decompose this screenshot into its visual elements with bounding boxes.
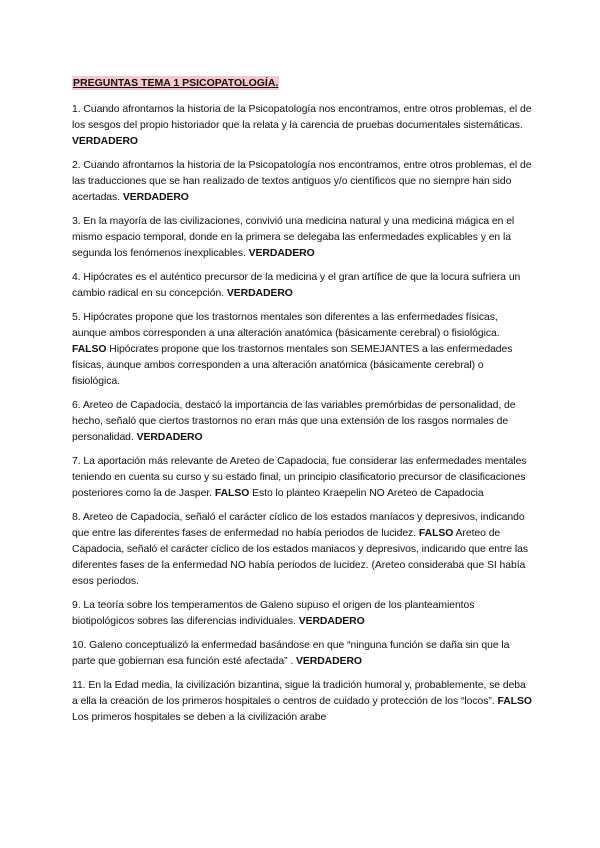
answer-verdict: VERDADERO — [136, 432, 203, 443]
question-text: 9. La teoría sobre los temperamentos de Galeno supuso el origen de los planteamientos biotipológicos sobres las diferencias individuales. — [72, 600, 475, 627]
question-text: 11. En la Edad media, la civilización bizantina, sigue la tradición humoral y, probablemente, se deba a ella la creación de los primeros hospitales o centros de cuidado y protección de los “locos”. — [72, 680, 526, 707]
document-page — [72, 73, 534, 734]
question-item — [72, 454, 534, 502]
answer-verdict: VERDADERO — [298, 616, 365, 627]
question-list — [72, 102, 534, 726]
answer-verdict: FALSO — [214, 488, 250, 499]
answer-verdict: VERDADERO — [296, 656, 362, 667]
question-item — [72, 102, 534, 150]
answer-verdict: VERDADERO — [226, 288, 293, 299]
question-text: 4. Hipócrates es el auténtico precursor de la medicina y el gran artífice de que la locura sufriera un cambio radical en su concepción. — [72, 272, 521, 299]
question-text: 6. Areteo de Capadocia, destacó la importancia de las variables premórbidas de personalidad, de hecho, señaló que ciertos trastornos no eran más que una extensión de los rasgos normales de personalidad. — [72, 400, 516, 443]
document-title: PREGUNTAS TEMA 1 PSICOPATOLOGÍA. — [73, 77, 279, 89]
question-item — [72, 510, 534, 590]
question-text: 8. Areteo de Capadocia, señaló el carácter cíclico de los estados maníacos y depresivos, indicando que entre las diferentes fases de enfermedad no había periodos de lucidez. — [72, 512, 525, 539]
question-item — [72, 678, 534, 726]
question-text: 1. Cuando afrontamos la historia de la Psicopatología nos encontramos, entre otros problemas, el de los sesgos del propio historiador que la relata y la carencia de pruebas documentales sistemáticas. — [72, 104, 532, 131]
question-item — [72, 214, 534, 262]
answer-explanation: Areteo de Capadocia, señaló el carácter cíclico de los estados maniacos y depresivos, indicando que entre las diferentes fases de la enfermedad NO había periodos de lucidez. (Areteo consideraba que SI había esos periodos. — [72, 528, 528, 587]
answer-explanation: Hipócrates propone que los trastornos mentales son SEMEJANTES a las enfermedades físicas, aunque ambos corresponden a una alteración anatómica (básicamente cerebral) o fisiológica. — [72, 344, 513, 387]
question-item — [72, 158, 534, 206]
answer-verdict: VERDADERO — [248, 248, 315, 259]
answer-verdict: FALSO — [72, 344, 107, 355]
answer-verdict: VERDADERO — [72, 136, 138, 147]
answer-explanation: Esto lo planteo Kraepelin NO Areteo de Capadocia — [252, 488, 484, 499]
question-item — [72, 638, 534, 670]
answer-verdict: FALSO — [497, 696, 532, 707]
question-text: 2. Cuando afrontamos la historia de la Psicopatología nos encontramos, entre otros problemas, el de las traducciones que se han realizado de textos antiguos y/o científicos que no siempre han sido acertadas. — [72, 160, 532, 203]
question-text: 7. La aportación más relevante de Areteo de Capadocia, fue considerar las enfermedades mentales teniendo en cuenta su curso y su estado final, un principio clasificatorio precursor de clasificaciones posteriores como la de Jasper. — [72, 456, 527, 499]
answer-verdict: VERDADERO — [122, 192, 189, 203]
question-text: 10. Galeno conceptualizó la enfermedad basándose en que “ninguna función se daña sin que la parte que gobiernan esa función esté afectada” . — [72, 640, 510, 667]
question-text: 3. En la mayoría de las civilizaciones, convivió una medicina natural y una medicina mágica en el mismo espacio temporal, donde en la primera se delegaba las enfermedades explicables y en la segunda los fenómenos inexplicables. — [72, 216, 515, 259]
answer-explanation: Los primeros hospitales se deben a la civilización arabe — [72, 712, 327, 723]
question-item — [72, 398, 534, 446]
question-item — [72, 598, 534, 630]
question-item — [72, 310, 534, 390]
question-item — [72, 270, 534, 302]
answer-verdict: FALSO — [418, 528, 454, 539]
question-text: 5. Hipócrates propone que los trastornos mentales son diferentes a las enfermedades físicas, aunque ambos corresponden a una alteración anatómica (básicamente cerebral) o fisiológica. — [72, 312, 500, 339]
